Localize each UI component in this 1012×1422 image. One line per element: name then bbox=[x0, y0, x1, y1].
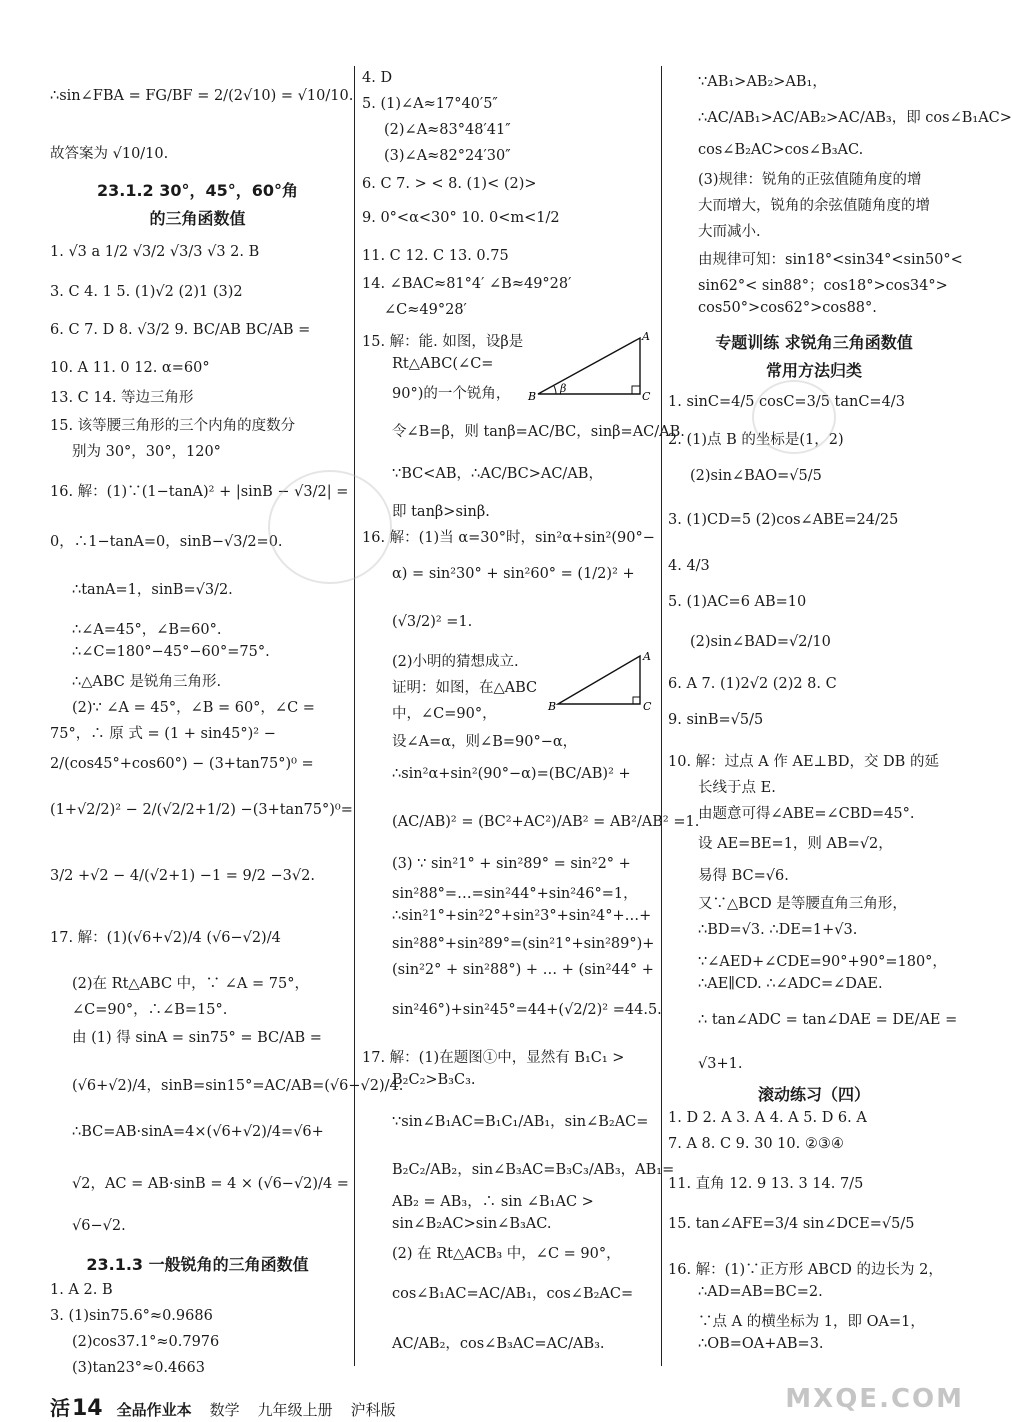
answer-line: ∠C=90°，∴∠B=15°. bbox=[72, 1002, 228, 1018]
answer-line: sin∠B₂AC>sin∠B₃AC. bbox=[392, 1216, 552, 1232]
answer-line: (2)cos37.1°≈0.7976 bbox=[72, 1334, 220, 1350]
answer-line: ∵sin∠B₁AC=B₁C₁/AB₁，sin∠B₂AC= bbox=[392, 1114, 649, 1130]
section-heading: 的三角函数值 bbox=[149, 209, 246, 228]
answer-line: ∴AC/AB₁>AC/AB₂>AC/AB₃，即 cos∠B₁AC> bbox=[698, 110, 1012, 126]
site-watermark: MXQE.COM bbox=[785, 1384, 964, 1414]
answer-line: 又∵△BCD 是等腰直角三角形， bbox=[698, 896, 907, 912]
answer-line: (3)tan23°≈0.4663 bbox=[72, 1360, 205, 1376]
answer-line: ∴tanA=1，sinB=√3/2. bbox=[72, 582, 233, 598]
grade: 九年级上册 bbox=[257, 1401, 333, 1419]
answer-line: ∴∠A=45°，∠B=60°. bbox=[72, 622, 222, 638]
answer-line: (1+√2/2)² − 2/(√2/2+1/2) −(3+tan75°)⁰= bbox=[50, 802, 353, 818]
answer-line: ∵∠AED+∠CDE=90°+90°=180°， bbox=[698, 954, 947, 970]
answer-line: 10. A 11. 0 12. α=60° bbox=[50, 360, 210, 376]
answer-line: 15. 解：能. 如图，设β是 bbox=[362, 334, 524, 350]
answer-line: (2)sin∠BAO=√5/5 bbox=[690, 468, 822, 484]
section-heading: 滚动练习（四） bbox=[757, 1085, 870, 1104]
answer-line: 设∠A=α，则∠B=90°−α， bbox=[392, 734, 578, 750]
answer-line: (2)sin∠BAD=√2/10 bbox=[690, 634, 831, 650]
answer-line: (3)规律：锐角的正弦值随角度的增 bbox=[698, 172, 922, 188]
answer-line: sin²88°+sin²89°=(sin²1°+sin²89°)+ bbox=[392, 936, 655, 952]
answer-line: sin²46°)+sin²45°=44+(√2/2)² =44.5. bbox=[392, 1002, 662, 1018]
answer-line: 9. sinB=√5/5 bbox=[668, 712, 764, 728]
answer-line: 令∠B=β，则 tanβ=AC/BC，sinβ=AC/AB. bbox=[392, 424, 685, 440]
answer-line: (AC/AB)² = (BC²+AC²)/AB² = AB²/AB² =1. bbox=[392, 814, 700, 830]
answer-line: 1. D 2. A 3. A 4. A 5. D 6. A bbox=[668, 1110, 867, 1126]
answer-line: ∴∠C=180°−45°−60°=75°. bbox=[72, 644, 270, 660]
answer-line: (2)∠A≈83°48′41″ bbox=[384, 122, 511, 138]
answer-line: ∴ tan∠ADC = tan∠DAE = DE/AE = bbox=[698, 1012, 958, 1028]
answer-line: 11. C 12. C 13. 0.75 bbox=[362, 248, 509, 264]
answer-line: 16. 解：(1)∵(1−tanA)² + |sinB − √3/2| = bbox=[50, 484, 349, 500]
answer-line: 1. √3 a 1/2 √3/2 √3/3 √3 2. B bbox=[50, 244, 260, 260]
answer-line: 16. 解：(1)当 α=30°时，sin²α+sin²(90°− bbox=[362, 530, 655, 546]
answer-line: √2，AC = AB·sinB = 4 × (√6−√2)/4 = bbox=[72, 1176, 349, 1192]
section-heading: 常用方法归类 bbox=[765, 361, 862, 380]
answer-line: 即 tanβ>sinβ. bbox=[392, 504, 490, 520]
answer-line: 6. C 7. D 8. √3/2 9. BC/AB BC/AB = bbox=[50, 322, 311, 338]
answer-line: 中，∠C=90°， bbox=[392, 706, 497, 722]
stamp-watermark-2 bbox=[752, 380, 836, 454]
section-heading: 23.1.2 30°，45°，60°角 bbox=[96, 181, 299, 200]
answer-line: cos50°>cos62°>cos88°. bbox=[698, 300, 877, 316]
answer-line: 6. A 7. (1)2√2 (2)2 8. C bbox=[668, 676, 837, 692]
answer-line: 15. 该等腰三角形的三个内角的度数分 bbox=[50, 418, 296, 434]
fig2-label-c: C bbox=[643, 700, 652, 713]
answer-line: 故答案为 √10/10. bbox=[50, 146, 169, 162]
answer-line: 17. 解：(1)在题图①中，显然有 B₁C₁ > bbox=[362, 1050, 625, 1066]
answer-line: √3+1. bbox=[698, 1056, 743, 1072]
fig1-label-a: A bbox=[642, 330, 650, 343]
answer-line: 2. (1)点 B 的坐标是(1，2) bbox=[668, 432, 844, 448]
answer-line: 设 AE=BE=1，则 AB=√2， bbox=[698, 836, 893, 852]
answer-line: ∵BC<AB，∴AC/BC>AC/AB， bbox=[392, 466, 603, 482]
triangle-figure-16 bbox=[548, 648, 658, 712]
answer-line: 2/(cos45°+cos60°) − (3+tan75°)⁰ = bbox=[50, 756, 314, 772]
answer-line: 别为 30°，30°，120° bbox=[72, 444, 221, 460]
answer-line: 3. (1)sin75.6°≈0.9686 bbox=[50, 1308, 213, 1324]
answer-line: ∴sin²1°+sin²2°+sin²3°+sin²4°+…+ bbox=[392, 908, 652, 924]
answer-line: 5. (1)AC=6 AB=10 bbox=[668, 594, 807, 610]
answer-line: 证明：如图，在△ABC bbox=[392, 680, 538, 696]
answer-line: sin²88°=…=sin²44°+sin²46°=1， bbox=[392, 886, 638, 902]
section-heading: 专题训练 求锐角三角函数值 bbox=[715, 333, 913, 352]
answer-line: 由 (1) 得 sinA = sin75° = BC/AB = bbox=[72, 1030, 322, 1046]
answer-line: 1. A 2. B bbox=[50, 1282, 113, 1298]
answer-line: 90°)的一个锐角， bbox=[392, 386, 511, 402]
answer-line: 大而减小. bbox=[698, 224, 761, 240]
fig1-label-b: B bbox=[528, 390, 537, 403]
page-prefix: 活 bbox=[50, 1396, 70, 1420]
answer-line: ∴AD=AB=BC=2. bbox=[698, 1284, 823, 1300]
answer-line: 易得 BC=√6. bbox=[698, 868, 789, 884]
answer-line: 0，∴1−tanA=0，sinB−√3/2=0. bbox=[50, 534, 283, 550]
answer-line: AC/AB₂，cos∠B₃AC=AC/AB₃. bbox=[392, 1336, 605, 1352]
answer-line: B₂C₂/AB₂，sin∠B₃AC=B₃C₃/AB₃，AB₁= bbox=[392, 1162, 675, 1178]
answer-line: ∴BD=√3. ∴DE=1+√3. bbox=[698, 922, 858, 938]
answer-line: (2)∵ ∠A = 45°，∠B = 60°，∠C = bbox=[72, 700, 315, 716]
fig1-label-beta: β bbox=[560, 382, 567, 395]
answer-line: AB₂ = AB₃，∴ sin ∠B₁AC > bbox=[392, 1194, 594, 1210]
answer-line: cos∠B₁AC=AC/AB₁，cos∠B₂AC= bbox=[392, 1286, 634, 1302]
answer-line: (3) ∵ sin²1° + sin²89° = sin²2° + bbox=[392, 856, 631, 872]
answer-line: ∴sin²α+sin²(90°−α)=(BC/AB)² + bbox=[392, 766, 631, 782]
answer-line: 7. A 8. C 9. 30 10. ②③④ bbox=[668, 1136, 844, 1152]
fig2-label-b: B bbox=[548, 700, 557, 713]
answer-line: ∵AB₁>AB₂>AB₁， bbox=[698, 74, 827, 90]
edition: 沪科版 bbox=[350, 1401, 396, 1419]
answer-line: 75°，∴ 原 式 = (1 + sin45°)² − bbox=[50, 726, 276, 742]
answer-line: 15. tan∠AFE=3/4 sin∠DCE=√5/5 bbox=[668, 1216, 915, 1232]
answer-line: 6. C 7. > < 8. (1)< (2)> bbox=[362, 176, 537, 192]
fig2-label-a: A bbox=[643, 650, 651, 663]
answer-line: ∴OB=OA+AB=3. bbox=[698, 1336, 824, 1352]
answer-line: 10. 解：过点 A 作 AE⊥BD，交 DB 的延 bbox=[668, 754, 939, 770]
answer-line: 13. C 14. 等边三角形 bbox=[50, 390, 194, 406]
answer-line: (√3/2)² =1. bbox=[392, 614, 473, 630]
answer-line: ∵点 A 的横坐标为 1，即 OA=1， bbox=[698, 1314, 925, 1330]
section-heading: 23.1.3 一般锐角的三角函数值 bbox=[86, 1255, 309, 1274]
page-number: 14 bbox=[72, 1396, 103, 1421]
answer-line: (2)在 Rt△ABC 中，∵ ∠A = 75°， bbox=[72, 976, 309, 992]
answer-line: B₂C₂>B₃C₃. bbox=[392, 1072, 476, 1088]
answer-line: 3. C 4. 1 5. (1)√2 (2)1 (3)2 bbox=[50, 284, 243, 300]
answer-line: 4. 4/3 bbox=[668, 558, 710, 574]
answer-line: ∠C≈49°28′ bbox=[384, 302, 467, 318]
answer-line: ∴△ABC 是锐角三角形. bbox=[72, 674, 222, 690]
answer-line: (2) 在 Rt△ACB₃ 中，∠C = 90°， bbox=[392, 1246, 621, 1262]
answer-line: Rt△ABC(∠C= bbox=[392, 356, 494, 372]
answer-line: (sin²2° + sin²88°) + … + (sin²44° + bbox=[392, 962, 654, 978]
answer-line: 3. (1)CD=5 (2)cos∠ABE=24/25 bbox=[668, 512, 899, 528]
answer-line: 9. 0°<α<30° 10. 0<m<1/2 bbox=[362, 210, 560, 226]
subject: 数学 bbox=[209, 1401, 240, 1419]
stamp-watermark-1 bbox=[268, 470, 392, 584]
answer-line: 长线于点 E. bbox=[698, 780, 776, 796]
answer-line: (3)∠A≈82°24′30″ bbox=[384, 148, 511, 164]
answer-line: α) = sin²30° + sin²60° = (1/2)² + bbox=[392, 566, 635, 582]
answer-line: 16. 解：(1)∵正方形 ABCD 的边长为 2， bbox=[668, 1262, 943, 1278]
answer-line: 4. D bbox=[362, 70, 393, 86]
answer-line: √6−√2. bbox=[72, 1218, 126, 1234]
answer-line: (2)小明的猜想成立. bbox=[392, 654, 519, 670]
fig1-label-c: C bbox=[642, 390, 651, 403]
answer-line: ∴BC=AB·sinA=4×(√6+√2)/4=√6+ bbox=[72, 1124, 324, 1140]
answer-line: 5. (1)∠A≈17°40′5″ bbox=[362, 96, 498, 112]
answer-line: cos∠B₂AC>cos∠B₃AC. bbox=[698, 142, 864, 158]
answer-line: 1. sinC=4/5 cosC=3/5 tanC=4/3 bbox=[668, 394, 905, 410]
answer-line: ∴AE∥CD. ∴∠ADC=∠DAE. bbox=[698, 976, 883, 992]
answer-line: (√6+√2)/4，sinB=sin15°=AC/AB=(√6−√2)/4. bbox=[72, 1078, 404, 1094]
answer-line: 17. 解：(1)(√6+√2)/4 (√6−√2)/4 bbox=[50, 930, 281, 946]
answer-line: 由规律可知：sin18°<sin34°<sin50°< bbox=[698, 252, 963, 268]
answer-line: 大而增大，锐角的余弦值随角度的增 bbox=[698, 198, 930, 214]
answer-line: 由题意可得∠ABE=∠CBD=45°. bbox=[698, 806, 915, 822]
triangle-figure-15 bbox=[528, 330, 658, 402]
answer-line: 14. ∠BAC≈81°4′ ∠B≈49°28′ bbox=[362, 276, 572, 292]
answer-line: ∴sin∠FBA = FG/BF = 2/(2√10) = √10/10. bbox=[50, 88, 354, 104]
book-title: 全品作业本 bbox=[116, 1401, 192, 1419]
answer-line: 3/2 +√2 − 4/(√2+1) −1 = 9/2 −3√2. bbox=[50, 868, 315, 884]
answer-line: 11. 直角 12. 9 13. 3 14. 7/5 bbox=[668, 1176, 864, 1192]
column-divider-1 bbox=[354, 66, 355, 1366]
answer-line: sin62°< sin88°；cos18°>cos34°> bbox=[698, 278, 948, 294]
